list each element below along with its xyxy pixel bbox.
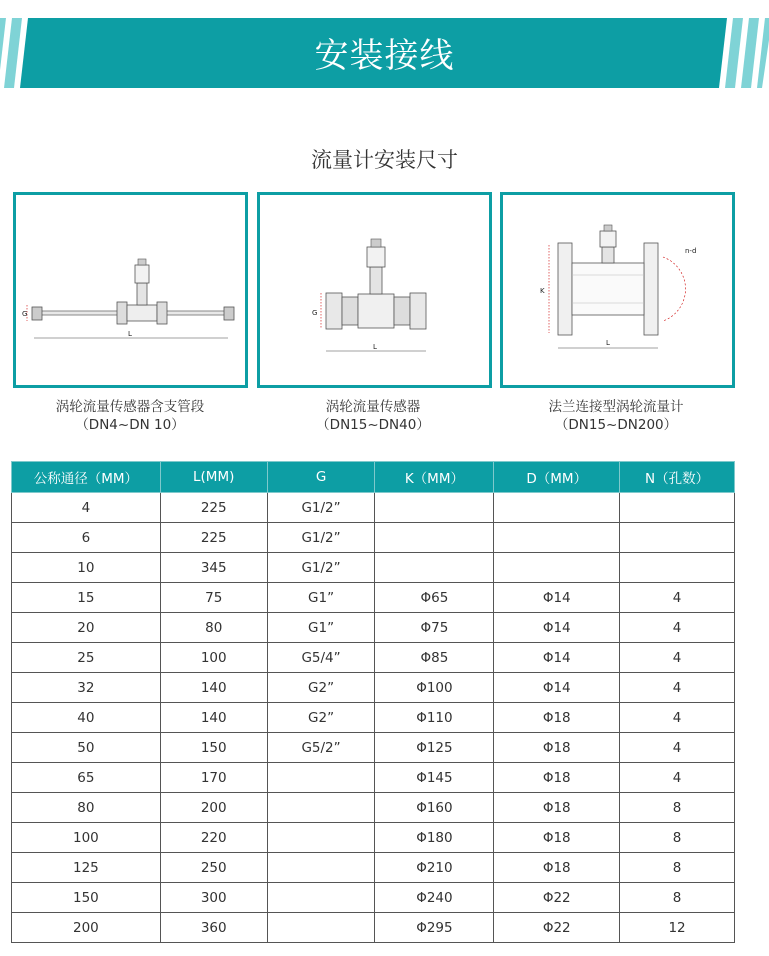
banner-title: 安装接线 <box>314 36 455 76</box>
cell-bolt-circle: Φ145 <box>375 763 494 793</box>
diagram-caption-threaded <box>253 398 493 434</box>
cell-thread <box>267 763 375 793</box>
cell-thread: G1” <box>267 583 375 613</box>
caption-name: 涡轮流量传感器含支管段 <box>55 399 205 415</box>
cell-thread: G1/2” <box>267 523 375 553</box>
turbine-sensor-with-branch-diagram <box>16 195 245 385</box>
cell-hole-count: 4 <box>620 613 735 643</box>
cell-thread: G5/2” <box>267 733 375 763</box>
table-row <box>12 553 735 583</box>
caption-range: （DN15~DN200） <box>554 417 678 433</box>
cell-hole-count <box>620 493 735 523</box>
diagram-panel-branch-pipe <box>13 192 248 388</box>
cell-nominal-diameter: 65 <box>12 763 161 793</box>
column-header-hole-diameter: D（MM） <box>494 462 620 493</box>
cell-nominal-diameter: 4 <box>12 493 161 523</box>
column-header-hole-count: N（孔数） <box>620 462 735 493</box>
cell-length: 170 <box>160 763 267 793</box>
cell-bolt-circle: Φ125 <box>375 733 494 763</box>
cell-nominal-diameter: 200 <box>12 913 161 943</box>
cell-nominal-diameter: 50 <box>12 733 161 763</box>
cell-hole-diameter: Φ18 <box>494 853 620 883</box>
caption-range: （DN4~DN 10） <box>75 417 185 433</box>
cell-length: 150 <box>160 733 267 763</box>
dimension-label-g: G <box>312 309 318 317</box>
cell-thread: G1/2” <box>267 553 375 583</box>
cell-length: 300 <box>160 883 267 913</box>
cell-hole-count: 4 <box>620 643 735 673</box>
cell-thread <box>267 853 375 883</box>
cell-hole-diameter <box>494 553 620 583</box>
cell-nominal-diameter: 40 <box>12 703 161 733</box>
table-row <box>12 583 735 613</box>
cell-thread: G1” <box>267 613 375 643</box>
cell-thread <box>267 793 375 823</box>
cell-bolt-circle <box>375 493 494 523</box>
dimension-label-l: L <box>606 339 610 347</box>
cell-bolt-circle <box>375 553 494 583</box>
cell-nominal-diameter: 150 <box>12 883 161 913</box>
cell-bolt-circle: Φ65 <box>375 583 494 613</box>
dimension-label-l: L <box>373 343 377 351</box>
cell-bolt-circle: Φ180 <box>375 823 494 853</box>
cell-thread: G2” <box>267 673 375 703</box>
cell-hole-count: 4 <box>620 763 735 793</box>
cell-length: 100 <box>160 643 267 673</box>
table-row <box>12 883 735 913</box>
cell-hole-count: 4 <box>620 703 735 733</box>
diagram-panel-flanged <box>500 192 735 388</box>
cell-bolt-circle <box>375 523 494 553</box>
cell-nominal-diameter: 25 <box>12 643 161 673</box>
cell-nominal-diameter: 6 <box>12 523 161 553</box>
cell-bolt-circle: Φ210 <box>375 853 494 883</box>
table-row <box>12 823 735 853</box>
table-header-row <box>12 462 735 493</box>
diagram-caption-branch-pipe <box>10 398 250 434</box>
cell-length: 225 <box>160 523 267 553</box>
cell-hole-diameter: Φ22 <box>494 913 620 943</box>
column-header-length: L(MM) <box>160 462 267 493</box>
cell-hole-diameter: Φ18 <box>494 823 620 853</box>
dimension-label-k: K <box>540 287 545 295</box>
cell-hole-count: 8 <box>620 823 735 853</box>
diagram-panel-threaded <box>257 192 492 388</box>
cell-nominal-diameter: 80 <box>12 793 161 823</box>
cell-nominal-diameter: 20 <box>12 613 161 643</box>
cell-length: 140 <box>160 703 267 733</box>
column-header-thread: G <box>267 462 375 493</box>
cell-thread <box>267 883 375 913</box>
section-title: 流量计安装尺寸 <box>311 148 458 172</box>
table-row <box>12 853 735 883</box>
column-header-bolt-circle: K（MM） <box>375 462 494 493</box>
cell-nominal-diameter: 15 <box>12 583 161 613</box>
cell-hole-count <box>620 523 735 553</box>
table-row <box>12 613 735 643</box>
table-body <box>12 493 735 943</box>
cell-length: 200 <box>160 793 267 823</box>
cell-bolt-circle: Φ240 <box>375 883 494 913</box>
table-row <box>12 523 735 553</box>
cell-hole-diameter: Φ18 <box>494 733 620 763</box>
cell-hole-count: 12 <box>620 913 735 943</box>
caption-name: 法兰连接型涡轮流量计 <box>548 399 684 415</box>
cell-hole-count: 8 <box>620 793 735 823</box>
cell-length: 75 <box>160 583 267 613</box>
cell-length: 80 <box>160 613 267 643</box>
column-header-nominal-diameter: 公称通径（MM） <box>12 462 161 493</box>
cell-hole-count: 8 <box>620 853 735 883</box>
table-row <box>12 793 735 823</box>
table-row <box>12 913 735 943</box>
cell-hole-diameter: Φ18 <box>494 793 620 823</box>
cell-hole-diameter: Φ14 <box>494 613 620 643</box>
caption-range: （DN15~DN40） <box>316 417 430 433</box>
dimension-label-l: L <box>128 330 132 338</box>
cell-bolt-circle: Φ295 <box>375 913 494 943</box>
cell-length: 140 <box>160 673 267 703</box>
cell-hole-count: 8 <box>620 883 735 913</box>
cell-hole-diameter: Φ14 <box>494 583 620 613</box>
table-row <box>12 703 735 733</box>
cell-length: 220 <box>160 823 267 853</box>
dimension-label-g: G <box>22 310 28 318</box>
cell-hole-diameter <box>494 493 620 523</box>
cell-hole-diameter <box>494 523 620 553</box>
cell-thread <box>267 823 375 853</box>
cell-length: 345 <box>160 553 267 583</box>
cell-hole-count: 4 <box>620 733 735 763</box>
cell-thread <box>267 913 375 943</box>
cell-hole-diameter: Φ14 <box>494 673 620 703</box>
cell-bolt-circle: Φ110 <box>375 703 494 733</box>
cell-thread: G1/2” <box>267 493 375 523</box>
cell-hole-diameter: Φ22 <box>494 883 620 913</box>
cell-hole-diameter: Φ14 <box>494 643 620 673</box>
cell-hole-diameter: Φ18 <box>494 703 620 733</box>
header-banner <box>0 0 769 107</box>
cell-thread: G2” <box>267 703 375 733</box>
table-row <box>12 673 735 703</box>
cell-length: 225 <box>160 493 267 523</box>
installation-dimensions-table <box>11 461 735 943</box>
cell-length: 360 <box>160 913 267 943</box>
caption-name: 涡轮流量传感器 <box>325 399 421 415</box>
dimension-label-n-d: n-d <box>685 247 697 255</box>
table-row <box>12 493 735 523</box>
cell-nominal-diameter: 10 <box>12 553 161 583</box>
cell-hole-count: 4 <box>620 583 735 613</box>
cell-nominal-diameter: 100 <box>12 823 161 853</box>
cell-nominal-diameter: 125 <box>12 853 161 883</box>
cell-hole-diameter: Φ18 <box>494 763 620 793</box>
cell-bolt-circle: Φ160 <box>375 793 494 823</box>
table-row <box>12 733 735 763</box>
table-row <box>12 763 735 793</box>
table-row <box>12 643 735 673</box>
cell-length: 250 <box>160 853 267 883</box>
cell-hole-count <box>620 553 735 583</box>
cell-hole-count: 4 <box>620 673 735 703</box>
turbine-sensor-diagram <box>260 195 489 385</box>
flanged-turbine-meter-diagram <box>503 195 732 385</box>
cell-bolt-circle: Φ85 <box>375 643 494 673</box>
cell-bolt-circle: Φ100 <box>375 673 494 703</box>
cell-nominal-diameter: 32 <box>12 673 161 703</box>
cell-thread: G5/4” <box>267 643 375 673</box>
cell-bolt-circle: Φ75 <box>375 613 494 643</box>
diagram-caption-flanged <box>496 398 736 434</box>
